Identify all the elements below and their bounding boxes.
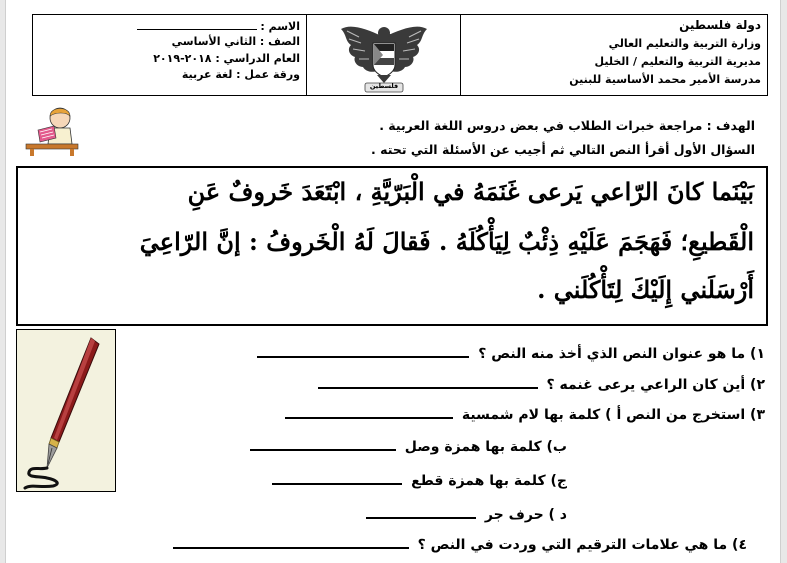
name-field [137,19,300,34]
answer-3d-blank[interactable] [366,505,476,519]
answer-3c-blank[interactable] [272,471,402,485]
question-3d-text: د ) حرف جر [484,507,567,523]
header-table [32,14,768,96]
goal-line: الهدف : مراجعة خبرات الطلاب في بعض دروس اللغة العربية . [379,118,755,133]
question-3-text: ٣) استخرج من النص أ ) كلمة بها لام شمسية [461,407,765,423]
question-4-text: ٤) ما هي علامات الترقيم التي وردت في النص ؟ [417,537,747,553]
name-label: الاسم : [260,20,300,33]
fountain-pen-icon [17,330,115,491]
name-blank[interactable] [137,19,257,30]
answer-3b-blank[interactable] [250,437,396,451]
question-2 [314,375,765,393]
ministry-line: وزارة التربية والتعليم العالي [608,37,761,50]
emblem-caption: فلسطين [369,82,399,90]
answer-3a-blank[interactable] [285,405,453,419]
question-4 [169,535,747,553]
answer-1-blank[interactable] [257,344,469,358]
question-2-text: ٢) أين كان الراعي يرعى غنمه ؟ [546,377,765,393]
passage-line-2: الْقَطيعِ؛ فَهَجَمَ عَلَيْهِ ذِئْبٌ لِيَأْكُلَهُ . فَقالَ لَهُ الْخَروفُ : إنَّ الرّاعِيَ [139,227,754,256]
reading-passage-box [16,166,768,326]
directorate-line: مديرية التربية والتعليم / الخليل [594,55,761,68]
instruction-line: السؤال الأول أقرأ النص التالي ثم أجيب عن الأسئلة التي تحته . [371,142,755,157]
student-info-cell [33,15,307,95]
reading-child-icon [20,104,82,156]
reading-child-illustration [20,104,82,156]
question-3c-text: ج) كلمة بها همزة قطع [411,473,567,489]
question-3 [281,405,765,423]
emblem-cell [307,15,461,95]
grade-line: الصف : الثاني الأساسي [171,35,300,48]
question-3b-text: ب) كلمة بها همزة وصل [404,439,567,455]
passage-line-1: بَيْنَما كانَ الرّاعي يَرعى غَنَمَهُ في الْبَرّيَّةِ ، ابْتَعَدَ خَروفٌ عَنِ [187,177,754,206]
window-frame-left [0,0,6,563]
question-3c [268,471,567,489]
country-line: دولة فلسطين [679,18,761,32]
sheet-line: ورقة عمل : لغة عربية [181,68,300,81]
passage-line-3: أَرْسَلَني إِلَيْكَ لِتَأْكُلَني . [537,275,754,304]
ministry-cell [461,15,767,95]
answer-2-blank[interactable] [318,375,538,389]
school-line: مدرسة الأمير محمد الأساسية للبنين [569,73,761,86]
pen-illustration-box [16,329,116,492]
question-3d [362,505,567,523]
question-1 [253,344,765,362]
year-line: العام الدراسي : ٢٠١٨-٢٠١٩ [153,52,300,65]
window-frame-right [780,0,787,563]
question-3b [246,437,567,455]
answer-4-blank[interactable] [173,535,409,549]
question-1-text: ١) ما هو عنوان النص الذي أخذ منه النص ؟ [478,346,765,362]
